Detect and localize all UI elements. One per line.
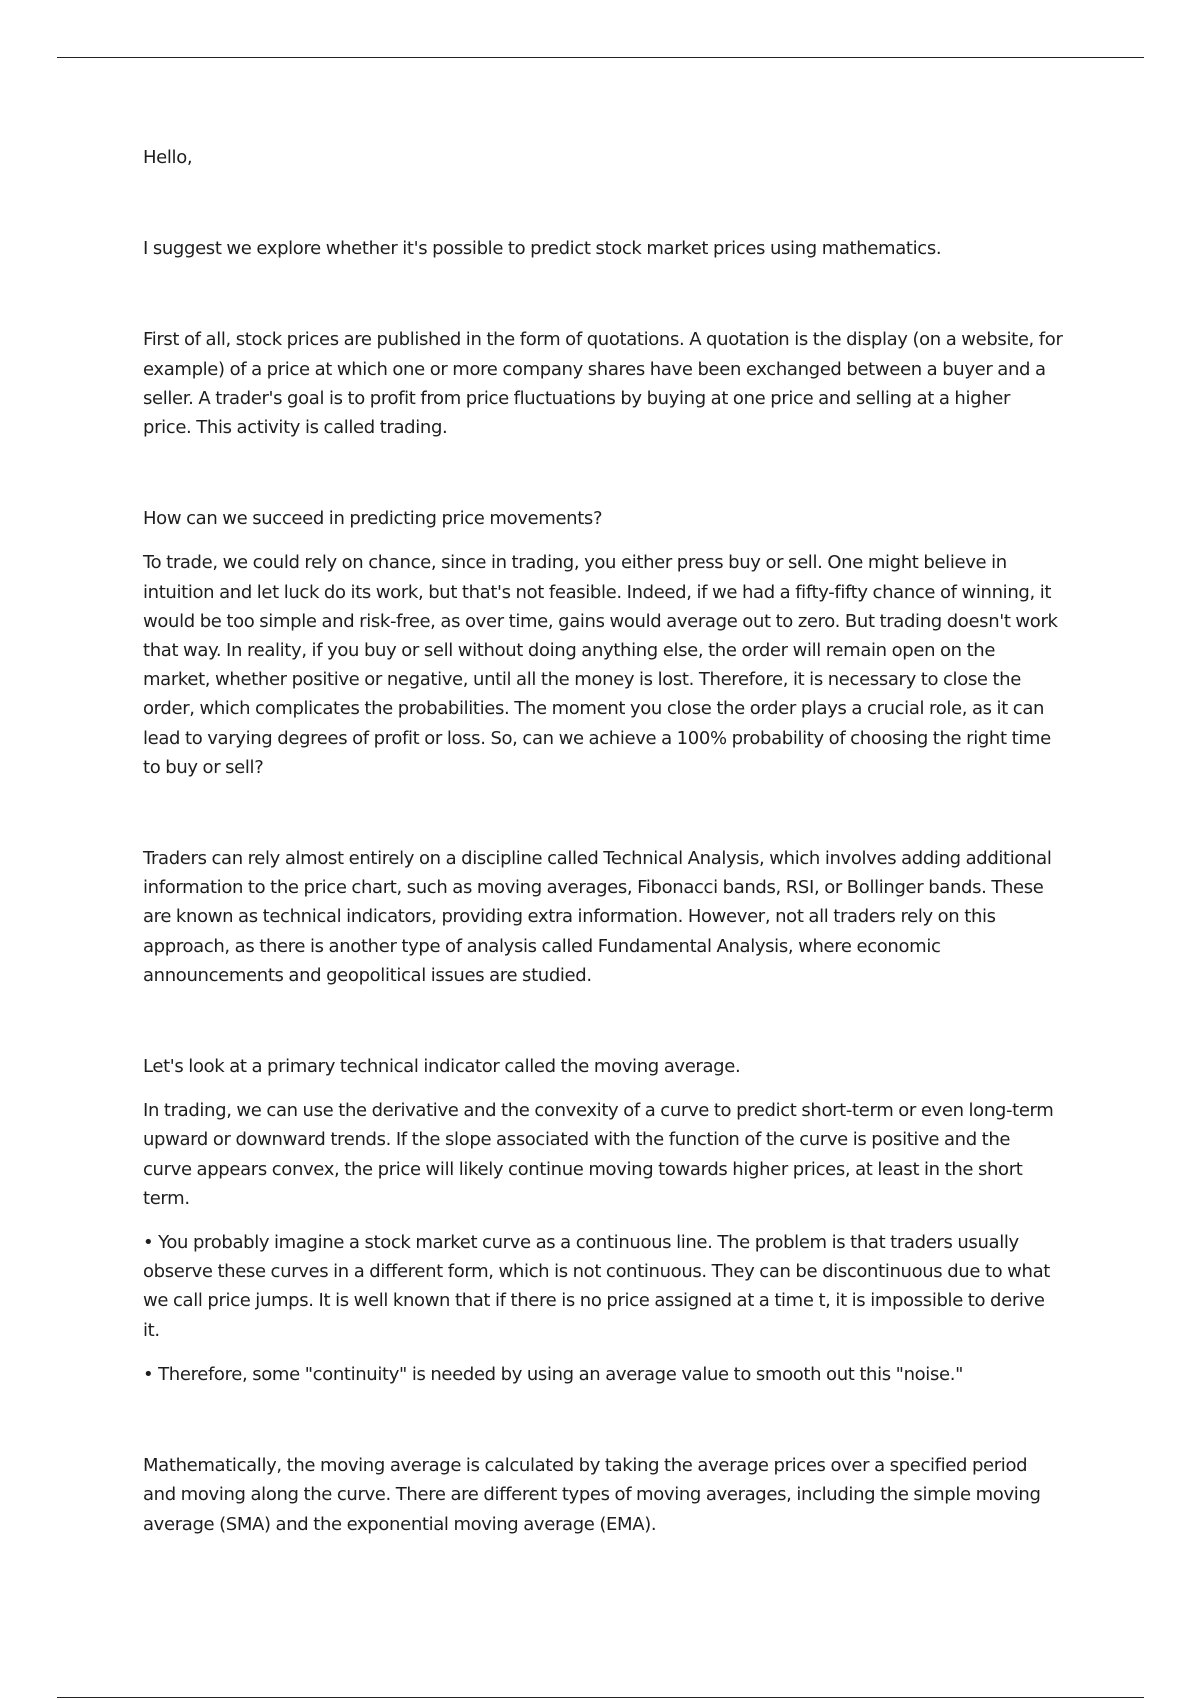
bullet-noise: • Therefore, some "continuity" is needed by using an average value to smooth out this "noise." [143, 1363, 964, 1385]
moving-average-intro: Let's look at a primary technical indicator called the moving average. [143, 1056, 741, 1078]
header-rule [57, 57, 1144, 58]
derivative-paragraph: In trading, we can use the derivative and the convexity of a curve to predict short-term or even long-term upward or downward trends. If the slope associated with the function of the curve is positive and the curve appears convex, the price will likely continue moving towards higher prices, at least in the short term. [143, 1100, 1054, 1209]
quotations-paragraph: First of all, stock prices are published in the form of quotations. A quotation is the display (on a website, for example) of a price at which one or more company shares have been exchanged between a buyer and a seller. A trader's goal is to profit from price fluctuations by buying at one price and selling at a higher price. This activity is called trading. [143, 329, 1063, 439]
chance-paragraph: To trade, we could rely on chance, since in trading, you either press buy or sell. One might believe in intuition and let luck do its work, but that's not feasible. Indeed, if we had a fifty-fifty chance of winning, it would be too simple and risk-free, as over time, gains would average out to zero. But trading doesn't work that way. In reality, if you buy or sell without doing anything else, the order will remain open on the market, whether positive or negative, until all the money is lost. Therefore, it is necessary to close the order, which complicates the probabilities. The moment you close the order plays a crucial role, as it can lead to varying degrees of profit or loss. So, can we achieve a 100% probability of choosing the right time to buy or sell? [143, 552, 1058, 778]
technical-analysis-paragraph: Traders can rely almost entirely on a discipline called Technical Analysis, which involves adding additional information to the price chart, such as moving averages, Fibonacci bands, RSI, or Bollinger bands. These are known as technical indicators, providing extra information. However, not all traders rely on this approach, as there is another type of analysis called Fundamental Analysis, where economic announcements and geopolitical issues are studied. [143, 848, 1052, 986]
intro-paragraph: I suggest we explore whether it's possible to predict stock market prices using mathematics. [143, 238, 942, 260]
document-body [143, 143, 1063, 1539]
moving-average-definition: Mathematically, the moving average is calculated by taking the average prices over a specified period and moving along the curve. There are different types of moving averages, including the simple moving average (SMA) and the exponential moving average (EMA). [143, 1455, 1041, 1535]
bullet-continuity: • You probably imagine a stock market curve as a continuous line. The problem is that traders usually observe these curves in a different form, which is not continuous. They can be discontinuous due to what we call price jumps. It is well known that if there is no price assigned at a time t, it is impossible to derive it. [143, 1232, 1051, 1341]
prediction-question: How can we succeed in predicting price movements? [143, 508, 603, 530]
greeting: Hello, [143, 147, 193, 168]
footer-rule [57, 1697, 1144, 1698]
